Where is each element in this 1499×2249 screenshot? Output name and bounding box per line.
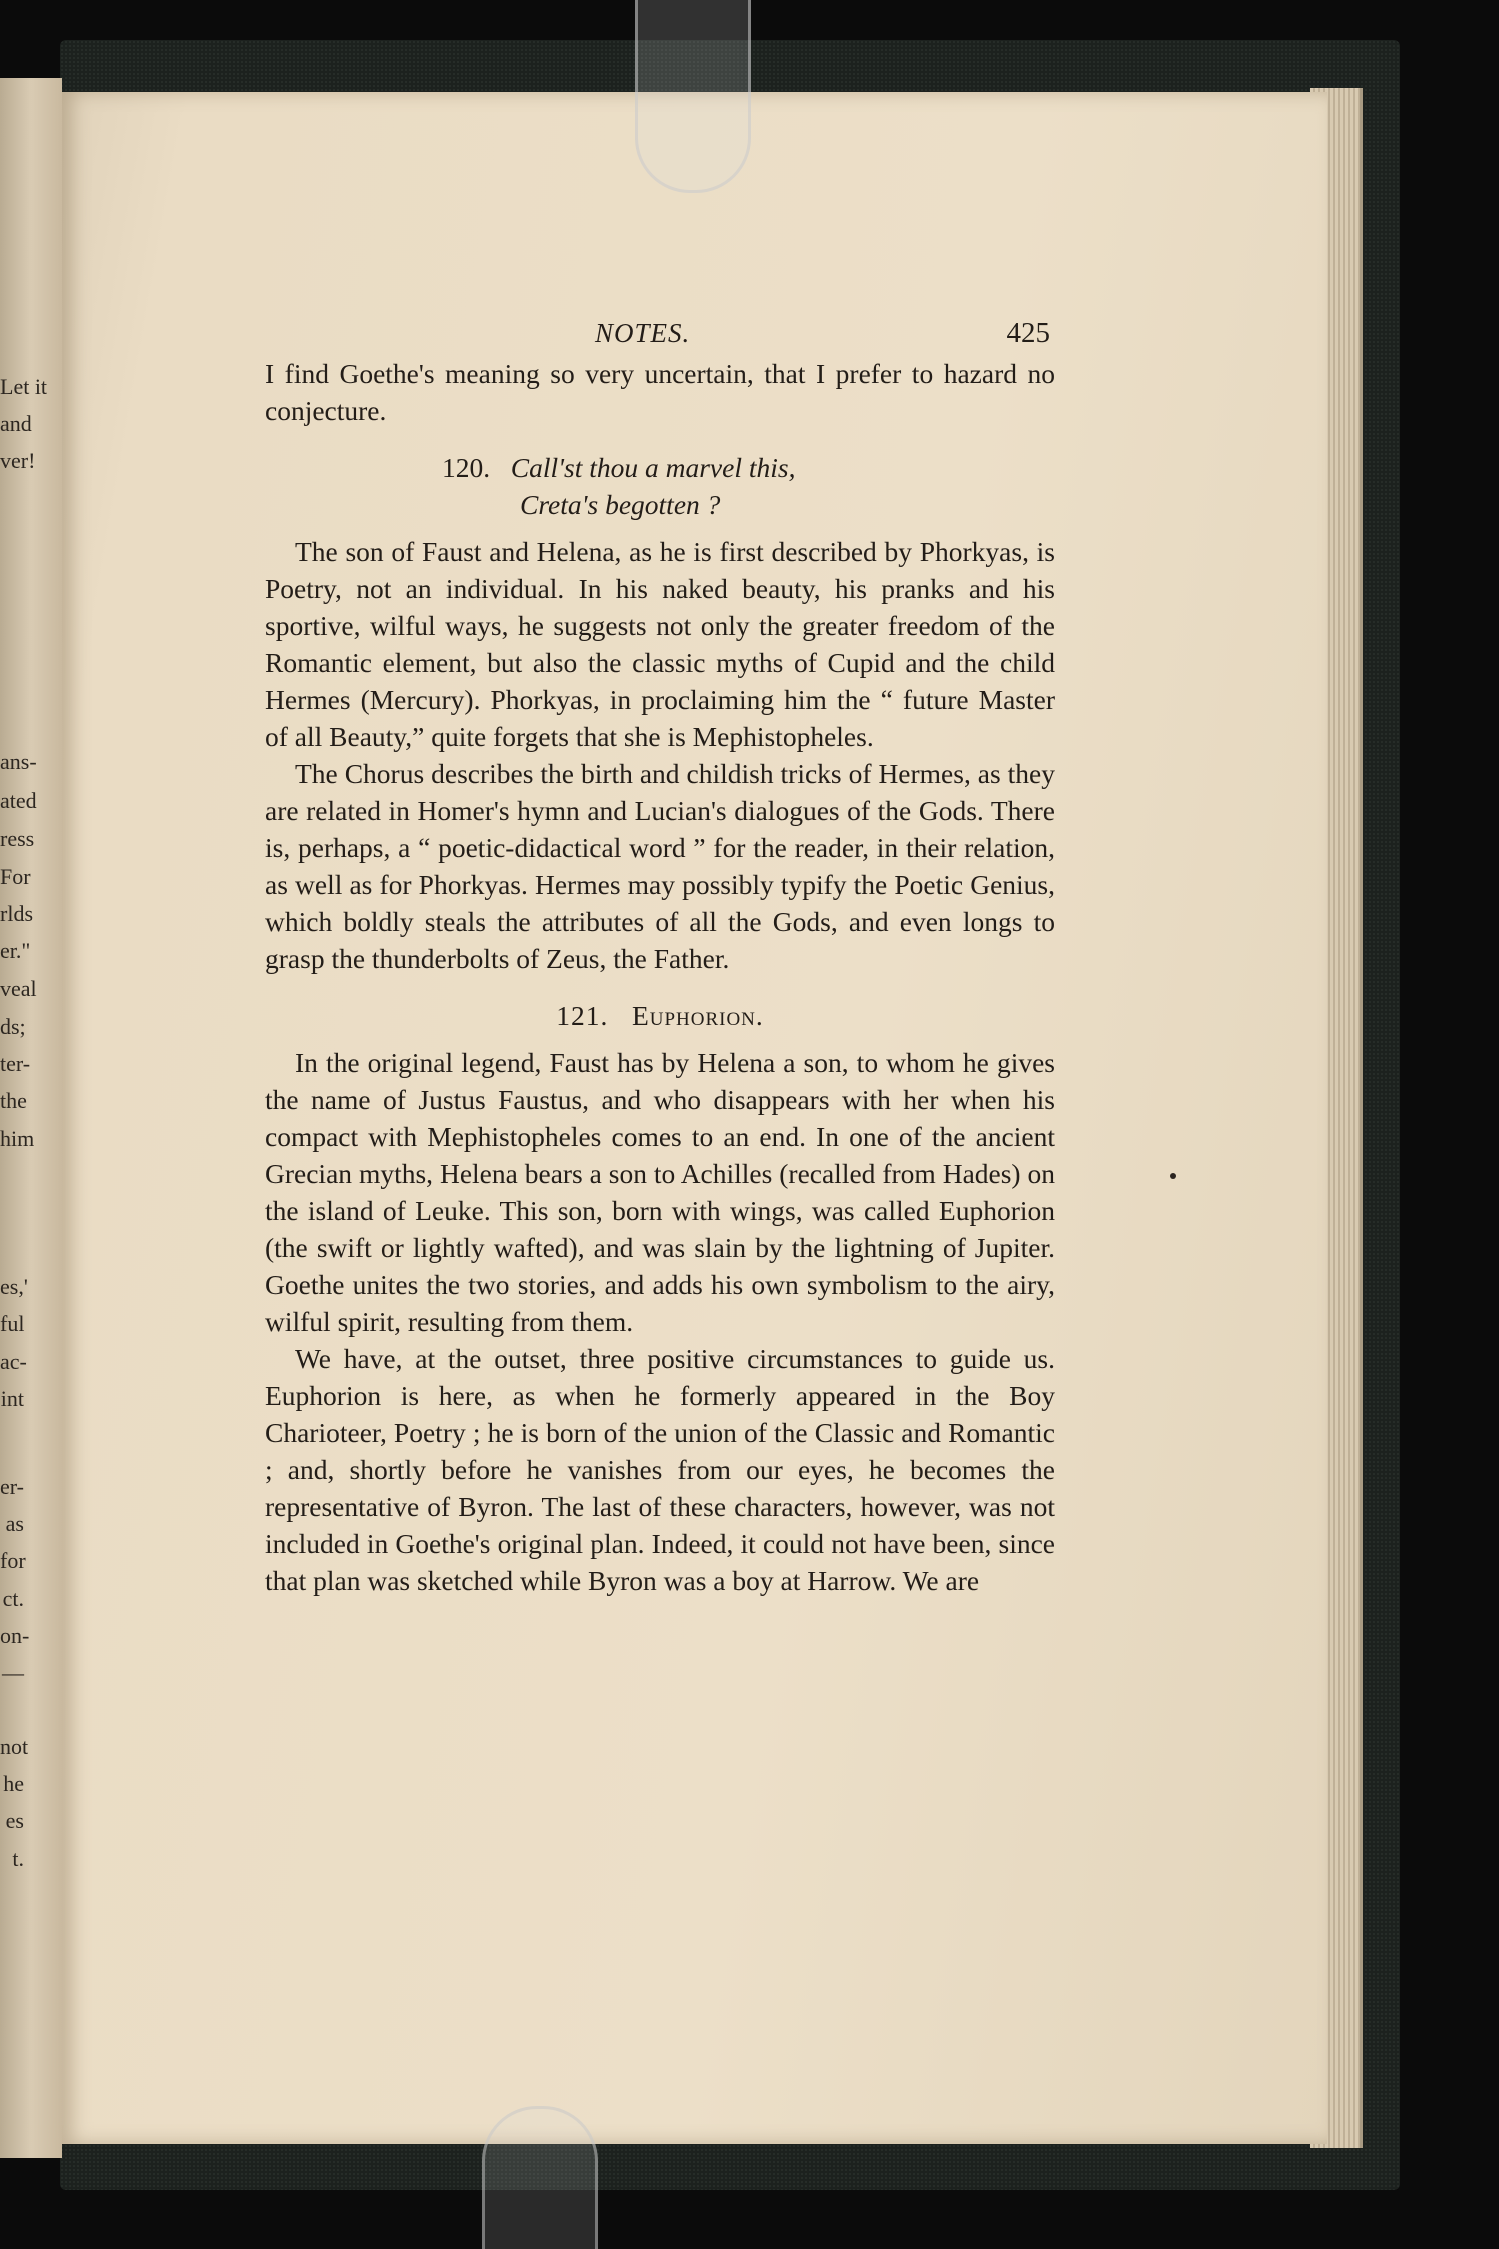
- left-fragment: ver!: [0, 448, 36, 473]
- left-fragment: er-: [0, 1474, 24, 1499]
- left-fragment: and: [0, 411, 32, 436]
- left-fragment: ress: [0, 826, 35, 851]
- note-120-verse-line-2: Creta's begotten ?: [520, 489, 721, 520]
- left-fragment: veal: [0, 976, 37, 1001]
- left-fragment: ter-: [0, 1051, 31, 1076]
- left-fragment: rlds: [0, 901, 33, 926]
- note-121-number: 121.: [556, 1000, 609, 1031]
- left-fragment: ac-: [0, 1349, 27, 1374]
- continuation-paragraph: I find Goethe's meaning so very uncertain, that I prefer to hazard no conjecture.: [265, 358, 1055, 426]
- note-120-number: 120.: [442, 452, 491, 483]
- note-121-paragraph: We have, at the outset, three positive circumstances to guide us. Euphorion is here, as when he formerly appeared in the Boy Charioteer, Poetry ; he is born of the union of the Classic and Romantic ; and, shortly before he vanishes from our eyes, he becomes the representative of Byron. The last of these characters, however, was not included in Goethe's original plan. Indeed, it could not have been, since that plan was sketched while Byron was a boy at Harrow. We are: [265, 1343, 1055, 1596]
- left-fragment: ct.: [2, 1586, 24, 1611]
- note-120-paragraph: The son of Faust and Helena, as he is first described by Phorkyas, is Poetry, not an individual. In his naked beauty, his pranks and his sportive, wilful ways, he suggests not only the greater freedom of the Romantic element, but also the classic myths of Cupid and the child Hermes (Mercury). Phorkyas, in proclaiming him the “ future Master of all Beauty,” quite forgets that she is Mephistopheles.: [265, 536, 1055, 752]
- note-120-heading: [265, 449, 1055, 523]
- left-fragment: ds;: [0, 1014, 26, 1039]
- note-121-paragraph: In the original legend, Faust has by Helena a son, to whom he gives the name of Justus Faustus, and who disappears with her when his compact with Mephistopheles comes to an end. In one of the ancient Grecian myths, Helena bears a son to Achilles (recalled from Hades) on the island of Leuke. This son, born with wings, was called Euphorion (the swift or lightly wafted), and was slain by the lightning of Jupiter. Goethe unites the two stories, and adds his own symbolism to the airy, wilful spirit, resulting from them.: [265, 1047, 1055, 1337]
- page-number: 425: [1006, 317, 1050, 349]
- left-fragment: ans-: [0, 749, 37, 774]
- page-clip-top: [635, 0, 751, 193]
- left-fragment: he: [3, 1771, 24, 1796]
- running-header: [265, 305, 1055, 355]
- left-fragment: For: [0, 864, 31, 889]
- page-clip-bottom: [482, 2106, 598, 2249]
- left-fragment: ated: [0, 788, 37, 813]
- left-fragment: on-: [0, 1623, 30, 1648]
- note-121-title: Euphorion.: [631, 1000, 764, 1031]
- left-fragment: es,': [0, 1274, 28, 1299]
- left-fragment: er.": [0, 938, 31, 963]
- running-title: NOTES.: [595, 318, 691, 348]
- note-121-heading: [265, 997, 1055, 1034]
- note-120-paragraph: The Chorus describes the birth and childish tricks of Hermes, as they are related in Homer's hymn and Lucian's dialogues of the Gods. There is, perhaps, a “ poetic-didactical word ” for the reader, in their relation, as well as for Phorkyas. Hermes may possibly typify the Poetic Genius, which boldly steals the attributes of all the Gods, and even longs to grasp the thunderbolts of Zeus, the Father.: [265, 758, 1055, 974]
- left-fragment: es: [5, 1808, 24, 1833]
- left-page-edge: [0, 78, 62, 2158]
- left-fragment: int: [0, 1386, 24, 1411]
- left-fragment: him: [0, 1126, 35, 1151]
- left-fragment: the: [0, 1088, 27, 1113]
- page-text: [265, 305, 1055, 1599]
- note-120-verse-line-1: Call'st thou a marvel this,: [510, 452, 796, 483]
- left-fragment: —: [2, 1660, 24, 1685]
- left-fragment: Let it: [0, 374, 48, 399]
- left-fragment: not: [0, 1734, 29, 1759]
- ink-speck: [1170, 1173, 1176, 1179]
- left-fragment: for: [0, 1548, 26, 1573]
- left-fragment: ful: [0, 1311, 25, 1336]
- left-fragment: t.: [12, 1846, 24, 1871]
- left-fragment: as: [5, 1511, 24, 1536]
